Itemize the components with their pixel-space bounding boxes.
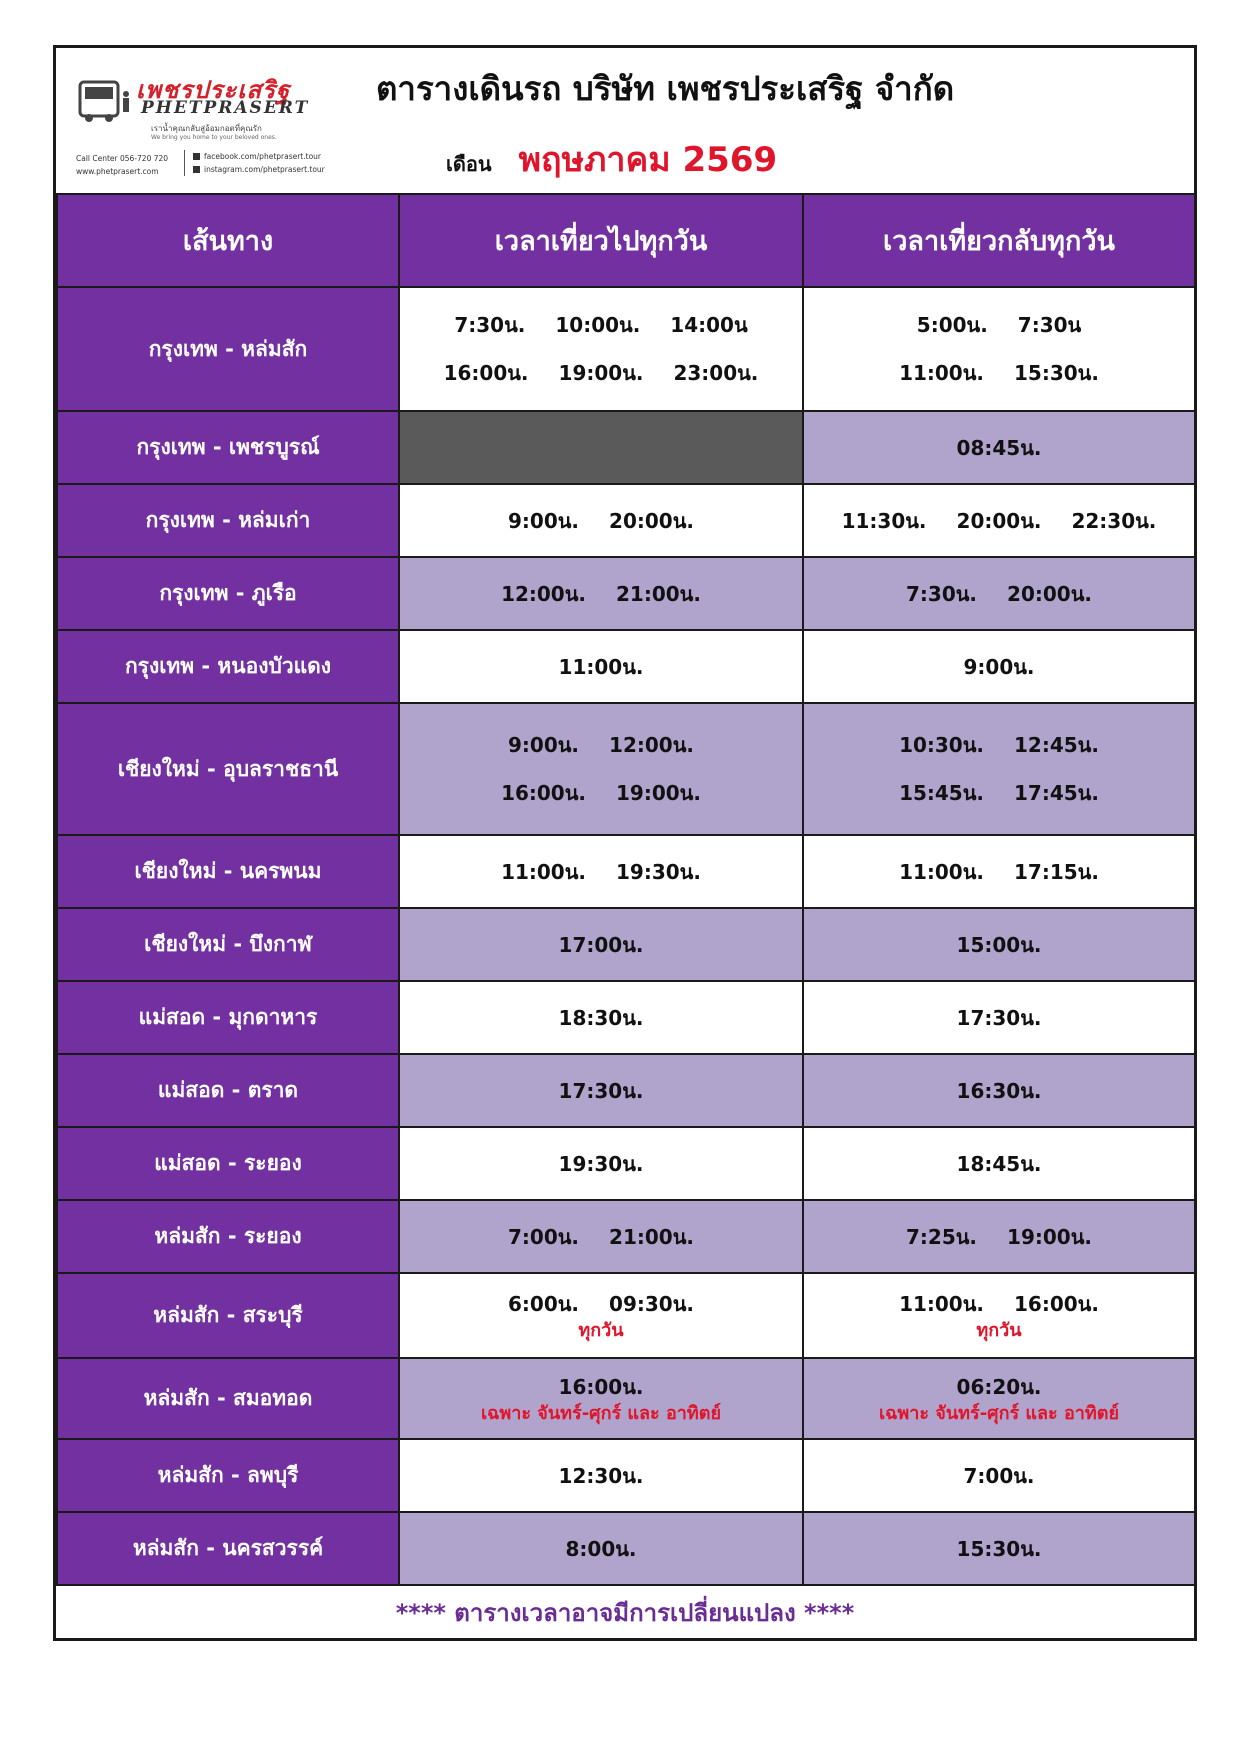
table-row [57,981,1195,1054]
outbound-times [399,1358,803,1439]
departure-time: 18:45น. [956,1151,1042,1176]
time-line [400,1077,802,1105]
outbound-times [399,1273,803,1358]
return-times [803,1127,1195,1200]
return-times [803,557,1195,630]
time-line [400,311,802,339]
route-name: แม่สอด - ระยอง [57,1127,399,1200]
departure-time: 12:30น. [558,1463,644,1488]
time-line [400,731,802,759]
table-row [57,484,1195,557]
time-line [804,434,1194,462]
outbound-times [399,630,803,703]
departure-time: 15:45น. [899,781,984,805]
time-line [804,311,1194,339]
time-line [400,1289,802,1319]
time-line [400,1004,802,1032]
departure-time: 10:30น. [899,733,984,757]
route-name: หล่มสัก - ระยอง [57,1200,399,1273]
departure-time: 11:00น. [501,859,586,884]
departure-time: 16:00น. [501,781,586,805]
month-value: พฤษภาคม 2569 [518,140,778,180]
table-row [57,630,1195,703]
column-header-return: เวลาเที่ยวกลับทุกวัน [803,194,1195,287]
route-name: แม่สอด - มุกดาหาร [57,981,399,1054]
table-row [57,557,1195,630]
departure-time: 15:30น. [956,1536,1042,1561]
departure-time: 20:00น. [1007,581,1092,606]
outbound-times [399,1512,803,1585]
time-line [400,507,802,535]
departure-time: 20:00น. [609,508,694,533]
table-row [57,703,1195,835]
departure-time: 22:30น. [1071,508,1157,533]
departure-time: 17:45น. [1014,781,1099,805]
departure-time: 11:00น. [558,654,644,679]
return-times [803,411,1195,484]
time-line [804,580,1194,608]
departure-time: 12:00น. [501,581,586,606]
departure-time: 11:00น. [899,361,984,385]
departure-time: 21:00น. [616,581,701,606]
outbound-times [399,1127,803,1200]
departure-time: 17:30น. [956,1005,1042,1030]
time-line [804,731,1194,759]
time-line [400,931,802,959]
time-line [400,1372,802,1402]
outbound-times [399,287,803,411]
departure-time: 16:00น. [443,361,529,385]
return-times [803,1273,1195,1358]
facebook-link[interactable]: facebook.com/phetprasert.tour [204,152,321,161]
route-name: กรุงเทพ - เพชรบูรณ์ [57,411,399,484]
departure-time: 19:30น. [616,859,701,884]
departure-time: 10:00น. [555,313,641,337]
departure-time: 15:30น. [1014,361,1099,385]
departure-time: 7:30น. [454,313,526,337]
departure-time: 5:00น. [916,313,988,337]
return-times [803,1512,1195,1585]
departure-time: 18:30น. [558,1005,644,1030]
table-row [57,835,1195,908]
departure-time: 15:00น. [956,932,1042,957]
time-line [804,1077,1194,1105]
table-row [57,1358,1195,1439]
return-times [803,703,1195,835]
departure-time: 19:00น. [1007,1224,1092,1249]
departure-time: 21:00น. [609,1224,694,1249]
departure-time: 19:00น. [616,781,701,805]
schedule-body [57,287,1195,1585]
time-line [400,1223,802,1251]
route-name: เชียงใหม่ - อุบลราชธานี [57,703,399,835]
outbound-no-service [399,411,803,484]
departure-time: 16:00น. [558,1374,644,1399]
instagram-icon [193,166,200,173]
return-times [803,1439,1195,1512]
service-note: เฉพาะ จันทร์-ศุกร์ และ อาทิตย์ [878,1402,1120,1424]
outbound-times [399,1054,803,1127]
route-name: เชียงใหม่ - บึงกาฬ [57,908,399,981]
table-row [57,1200,1195,1273]
departure-time: 06:20น. [956,1374,1042,1399]
service-note: ทุกวัน [578,1319,624,1341]
table-row [57,287,1195,411]
return-times [803,1200,1195,1273]
table-row [57,908,1195,981]
table-row [57,1054,1195,1127]
time-line [804,507,1194,535]
time-line [804,1004,1194,1032]
schedule-sheet [53,45,1197,1641]
time-line [804,1535,1194,1563]
return-times [803,1054,1195,1127]
table-row [57,1512,1195,1585]
time-line [400,359,802,387]
time-line [804,1150,1194,1178]
outbound-times [399,1200,803,1273]
call-center: Call Center 056-720 720 [76,154,169,163]
time-line [804,858,1194,886]
service-note: ทุกวัน [976,1319,1022,1341]
facebook-icon [193,153,200,160]
time-line [400,653,802,681]
bus-icon [76,74,134,132]
departure-time: 23:00น. [673,361,759,385]
time-line [804,931,1194,959]
social-links [184,150,325,176]
route-name: แม่สอด - ตราด [57,1054,399,1127]
departure-time: 14:00น [670,313,748,337]
departure-time: 12:00น. [609,733,694,757]
return-times [803,981,1195,1054]
outbound-times [399,908,803,981]
departure-time: 17:15น. [1014,859,1099,884]
outbound-times [399,835,803,908]
website-link[interactable]: www.phetprasert.com [76,167,159,176]
departure-time: 11:30น. [841,508,927,533]
time-line [804,1223,1194,1251]
time-line [400,1535,802,1563]
return-times [803,835,1195,908]
departure-time: 7:25น. [906,1224,978,1249]
column-header-outbound: เวลาเที่ยวไปทุกวัน [399,194,803,287]
departure-time: 17:00น. [558,932,644,957]
table-row [57,1439,1195,1512]
departure-time: 08:45น. [956,435,1042,460]
outbound-times [399,703,803,835]
outbound-times [399,557,803,630]
departure-time: 7:30น. [906,581,978,606]
time-line [804,1372,1194,1402]
time-line [400,1462,802,1490]
schedule-table [56,193,1196,1586]
route-name: กรุงเทพ - หล่มเก่า [57,484,399,557]
departure-time: 11:00น. [899,1291,984,1316]
slogan: เราน้ำคุณกลับสู่อ้อมกอดที่คุณรัก [151,124,262,133]
company-logo [76,68,326,178]
time-line [400,1150,802,1178]
route-name: กรุงเทพ - ภูเรือ [57,557,399,630]
departure-time: 11:00น. [899,859,984,884]
departure-time: 7:00น. [963,1463,1035,1488]
service-note: เฉพาะ จันทร์-ศุกร์ และ อาทิตย์ [480,1402,722,1424]
outbound-times [399,981,803,1054]
departure-time: 17:30น. [558,1078,644,1103]
departure-time: 7:00น. [508,1224,580,1249]
departure-time: 9:00น. [508,508,580,533]
departure-time: 16:30น. [956,1078,1042,1103]
column-header-route: เส้นทาง [57,194,399,287]
month-row [446,132,777,186]
contact-info [76,152,168,178]
departure-time: 7:30น [1017,313,1082,337]
return-times [803,484,1195,557]
time-line [804,359,1194,387]
table-row [57,411,1195,484]
return-times [803,630,1195,703]
departure-time: 9:00น. [508,733,580,757]
time-line [804,1462,1194,1490]
page-title: ตารางเดินรถ บริษัท เพชรประเสริฐ จำกัด [376,69,955,108]
outbound-times [399,484,803,557]
departure-time: 09:30น. [609,1291,694,1316]
return-times [803,908,1195,981]
brand-name-en: PHETPRASERT [141,98,310,118]
footer-note: **** ตารางเวลาอาจมีการเปลี่ยนแปลง **** [395,1599,855,1627]
route-name: กรุงเทพ - หนองบัวแดง [57,630,399,703]
departure-time: 9:00น. [963,654,1035,679]
departure-time: 19:30น. [558,1151,644,1176]
route-name: หล่มสัก - นครสวรรค์ [57,1512,399,1585]
table-row [57,1127,1195,1200]
outbound-times [399,1439,803,1512]
time-line [400,779,802,807]
departure-time: 19:00น. [558,361,644,385]
return-times [803,1358,1195,1439]
departure-time: 6:00น. [508,1291,580,1316]
time-line [804,1289,1194,1319]
table-header-row [57,194,1195,287]
route-name: เชียงใหม่ - นครพนม [57,835,399,908]
time-line [400,580,802,608]
time-line [400,858,802,886]
route-name: กรุงเทพ - หล่มสัก [57,287,399,411]
departure-time: 16:00น. [1014,1291,1099,1316]
month-label: เดือน [446,152,492,176]
departure-time: 12:45น. [1014,733,1099,757]
departure-time: 8:00น. [565,1536,637,1561]
time-line [804,779,1194,807]
header [56,48,1194,196]
table-row [57,1273,1195,1358]
route-name: หล่มสัก - ลพบุรี [57,1439,399,1512]
return-times [803,287,1195,411]
slogan-en: We bring you home to your beloved ones. [151,134,277,141]
brand-name-th: เพชรประเสริฐ [136,75,291,104]
departure-time: 20:00น. [956,508,1042,533]
instagram-link[interactable]: instagram.com/phetprasert.tour [204,165,325,174]
route-name: หล่มสัก - สระบุรี [57,1273,399,1358]
time-line [804,653,1194,681]
route-name: หล่มสัก - สมอทอด [57,1358,399,1439]
